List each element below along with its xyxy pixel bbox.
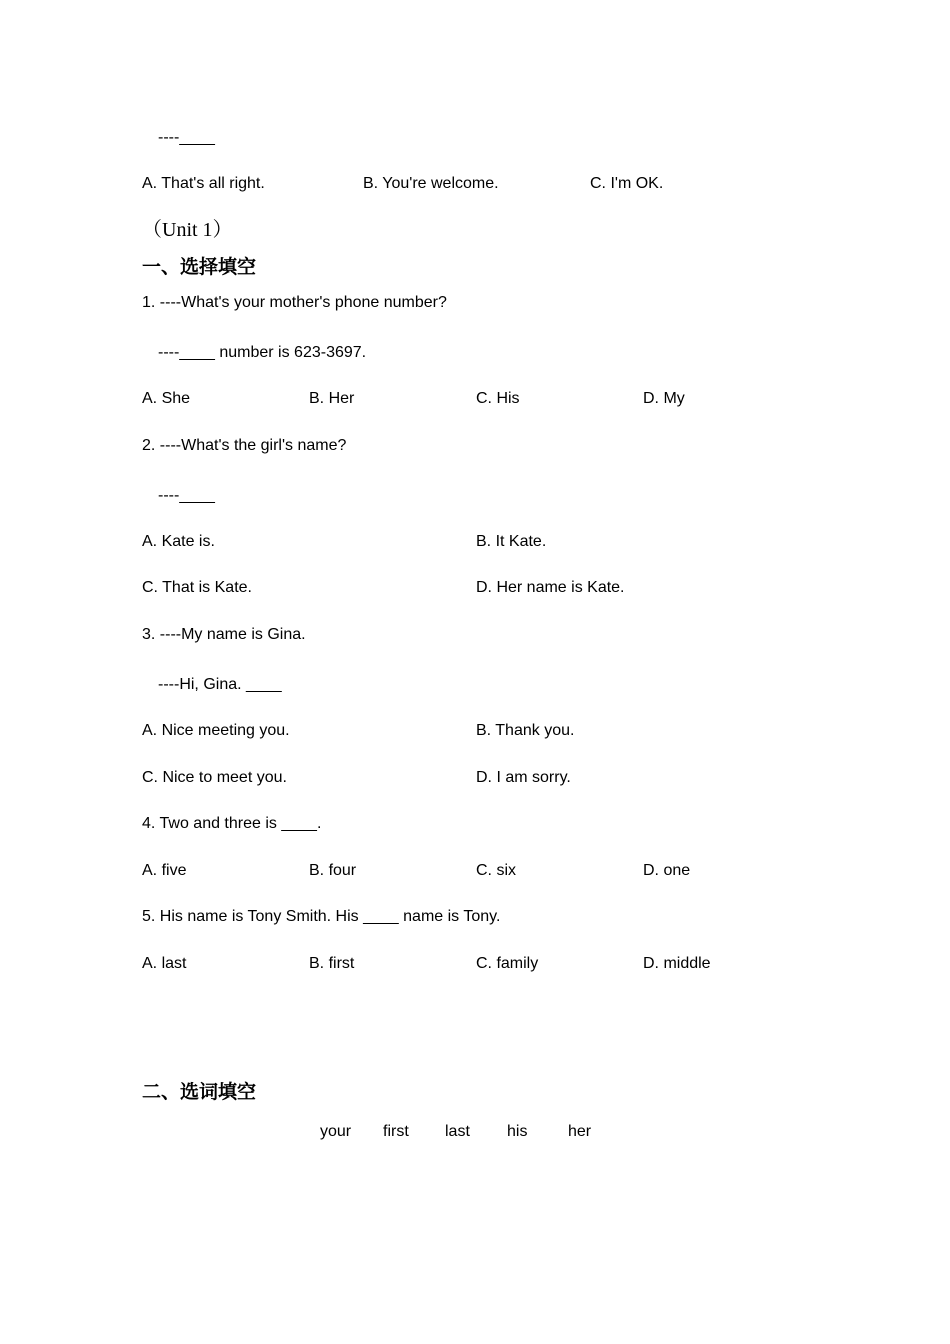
option-b: B. Her xyxy=(309,390,355,407)
option-a: A. Kate is. xyxy=(142,533,215,550)
option-d: D. one xyxy=(643,862,691,879)
word-bank-item: your xyxy=(320,1123,352,1140)
section-title: 二、选词填空 xyxy=(142,1081,257,1103)
word-bank-item: his xyxy=(507,1123,528,1140)
question-stem: 2. ----What's the girl's name? xyxy=(142,437,347,454)
option-b: B. first xyxy=(309,955,355,972)
option-c: C. Nice to meet you. xyxy=(142,769,287,786)
option-d: D. My xyxy=(643,390,685,407)
option-d: D. middle xyxy=(643,955,711,972)
option-a: A. She xyxy=(142,390,191,407)
section-title: 一、选择填空 xyxy=(142,256,257,278)
answer-line: ----____ xyxy=(158,129,215,146)
option-a: A. five xyxy=(142,862,187,879)
option-a: A. last xyxy=(142,955,187,972)
unit-title: （Unit 1） xyxy=(142,219,233,241)
answer-line: ----Hi, Gina. ____ xyxy=(158,676,282,693)
question-stem: 1. ----What's your mother's phone number? xyxy=(142,294,447,311)
word-bank-item: her xyxy=(568,1123,592,1140)
option-d: D. I am sorry. xyxy=(476,769,571,786)
option-c: C. His xyxy=(476,390,520,407)
option-b: B. It Kate. xyxy=(476,533,547,550)
option-c: C. I'm OK. xyxy=(590,175,664,192)
word-bank-item: first xyxy=(383,1123,409,1140)
option-a: A. Nice meeting you. xyxy=(142,722,290,739)
option-b: B. Thank you. xyxy=(476,722,575,739)
question-stem: 3. ----My name is Gina. xyxy=(142,626,306,643)
option-b: B. four xyxy=(309,862,357,879)
option-a: A. That's all right. xyxy=(142,175,265,192)
answer-line: ----____ xyxy=(158,487,215,504)
question-stem: 5. His name is Tony Smith. His ____ name is Tony. xyxy=(142,908,501,925)
option-b: B. You're welcome. xyxy=(363,175,499,192)
word-bank-item: last xyxy=(445,1123,470,1140)
option-c: C. That is Kate. xyxy=(142,579,252,596)
question-stem: 4. Two and three is ____. xyxy=(142,815,322,832)
answer-line: ----____ number is 623-3697. xyxy=(158,344,367,361)
option-d: D. Her name is Kate. xyxy=(476,579,625,596)
option-c: C. six xyxy=(476,862,516,879)
option-c: C. family xyxy=(476,955,539,972)
